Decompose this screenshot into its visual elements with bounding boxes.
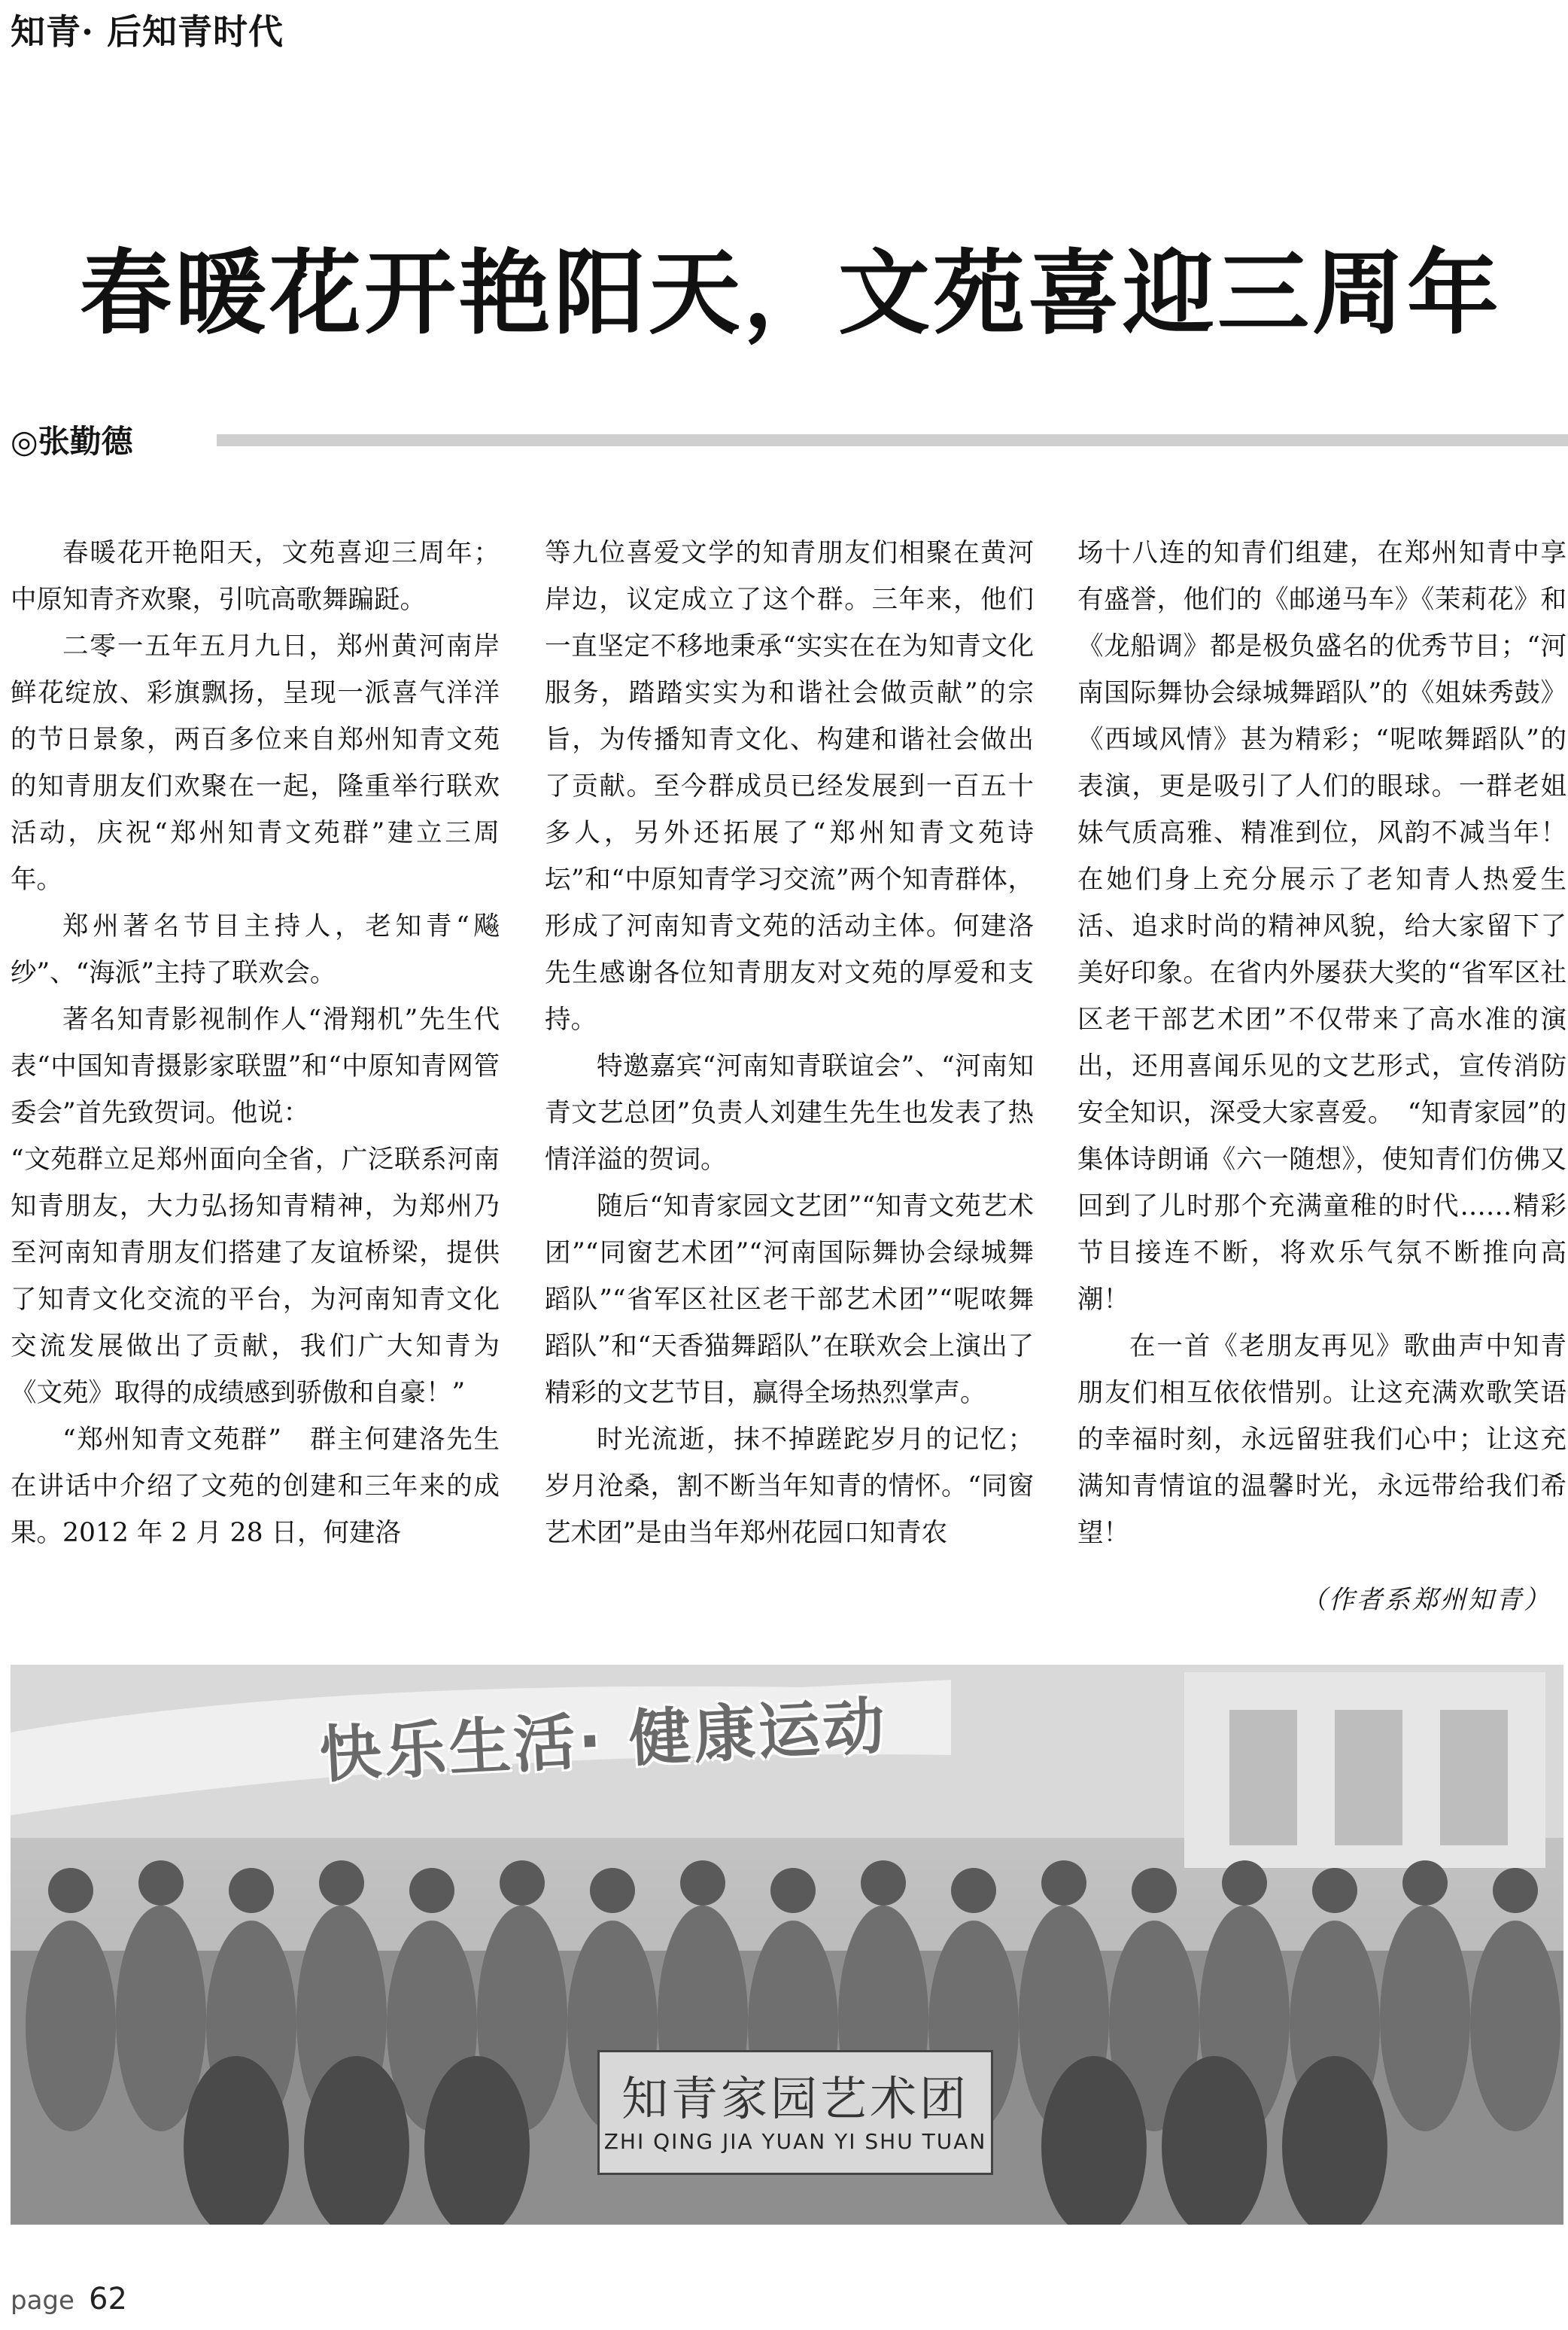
paragraph: 时光流逝，抹不掉蹉跎岁月的记忆；岁月沧桑，割不断当年知青的情怀。“同窗艺术团”是由当年郑州花园口知青农 [545, 1425, 1034, 1548]
paragraph: 特邀嘉宾“河南知青联谊会”、“河南知青文艺总团”负责人刘建生先生也发表了热情洋溢的贺词。 [545, 1051, 1034, 1175]
paragraph: “文苑群立足郑州面向全省，广泛联系河南知青朋友，大力弘扬知青精神，为郑州乃至河南知青朋友们搭建了友谊桥梁，提供了知青文化交流的平台，为河南知青文化交流发展做出了贡献，我们广大知青为《文苑》取得的成绩感到骄傲和自豪！” [11, 1145, 500, 1408]
paragraph: 二零一五年五月九日，郑州黄河南岸鲜花绽放、彩旗飘扬，呈现一派喜气洋洋的节日景象，两百多位来自郑州知青文苑的知青朋友们欢聚在一起，隆重举行联欢活动，庆祝“郑州知青文苑群”建立三周年。 [11, 631, 500, 895]
author-byline: ◎张勤德 [11, 423, 133, 460]
paragraph: 场十八连的知青们组建，在郑州知青中享有盛誉，他们的《邮递马车》《茉莉花》和《龙船调》都是极负盛名的优秀节目；“河南国际舞协会绿城舞蹈队”的《姐妹秀鼓》《西域风情》甚为精彩；“呢哝舞蹈队”的表演，更是吸引了人们的眼球。一群老姐妹气质高雅、精准到位，风韵不减当年！在她们身上充分展示了老知青人热爱生活、追求时尚的精神风貌，给大家留下了美好印象。在省内外屡获大奖的“省军区社区老干部艺术团”不仅带来了高水准的演出，还用喜闻乐见的文艺形式，宣传消防安全知识，深受大家喜爱。 “知青家园”的集体诗朗诵《六一随想》，使知青们仿佛又回到了儿时那个充满童稚的时代……精彩节目接连不断，将欢乐气氛不断推向高潮！ [1077, 538, 1566, 1315]
troupe-sign [597, 2050, 993, 2175]
page-number: 62 [89, 2282, 127, 2316]
paragraph: 在一首《老朋友再见》歌曲声中知青朋友们相互依依惜别。让这充满欢歌笑语的幸福时刻，永远留驻我们心中；让这充满知青情谊的温馨时光，永远带给我们希望！ [1077, 1331, 1566, 1548]
troupe-sign-title: 知青家园艺术团 [621, 2071, 969, 2126]
article-title: 春暖花开艳阳天，文苑喜迎三周年 [80, 240, 1502, 347]
paragraph: “郑州知青文苑群” 群主何建洛先生在讲话中介绍了文苑的创建和三年来的成果。2012 年 2 月 28 日，何建洛 [11, 1425, 500, 1548]
paragraph: 等九位喜爱文学的知青朋友们相聚在黄河岸边，议定成立了这个群。三年来，他们一直坚定不移地秉承“实实在在为知青文化服务，踏踏实实为和谐社会做贡献”的宗旨，为传播知青文化、构建和谐社会做出了贡献。至今群成员已经发展到一百五十多人，另外还拓展了“郑州知青文苑诗坛”和“中原知青学习交流”两个知青群体，形成了河南知青文苑的活动主体。何建洛先生感谢各位知青朋友对文苑的厚爱和支持。 [545, 538, 1034, 1035]
text-column-3 [1077, 530, 1566, 1556]
byline-rule [217, 434, 1568, 446]
page-footer [11, 2282, 127, 2316]
photo-banner-text: 快乐生活· 健康运动 [318, 1690, 890, 1792]
text-column-1 [11, 530, 500, 1556]
paragraph: 郑州著名节目主持人，老知青“飚纱”、“海派”主持了联欢会。 [11, 911, 500, 988]
text-column-2 [545, 530, 1034, 1556]
author-note: （作者系郑州知青） [1301, 1585, 1551, 1615]
paragraph: 春暖花开艳阳天，文苑喜迎三周年；中原知青齐欢聚，引吭高歌舞蹁跹。 [11, 538, 500, 615]
page-label: page [11, 2286, 74, 2316]
paragraph: 著名知青影视制作人“滑翔机”先生代表“中国知青摄影家联盟”和“中原知青网管委会”首先致贺词。他说： [11, 1005, 500, 1128]
section-label: 知青· 后知青时代 [11, 11, 284, 52]
paragraph: 随后“知青家园文艺团”“知青文苑艺术团”“同窗艺术团”“河南国际舞协会绿城舞蹈队”“省军区社区老干部艺术团”“呢哝舞蹈队”和“天香猫舞蹈队”在联欢会上演出了精彩的文艺节目，赢得全场热烈掌声。 [545, 1191, 1034, 1408]
group-photo [11, 1665, 1563, 2225]
troupe-sign-pinyin: ZHI QING JIA YUAN YI SHU TUAN [603, 2129, 987, 2154]
